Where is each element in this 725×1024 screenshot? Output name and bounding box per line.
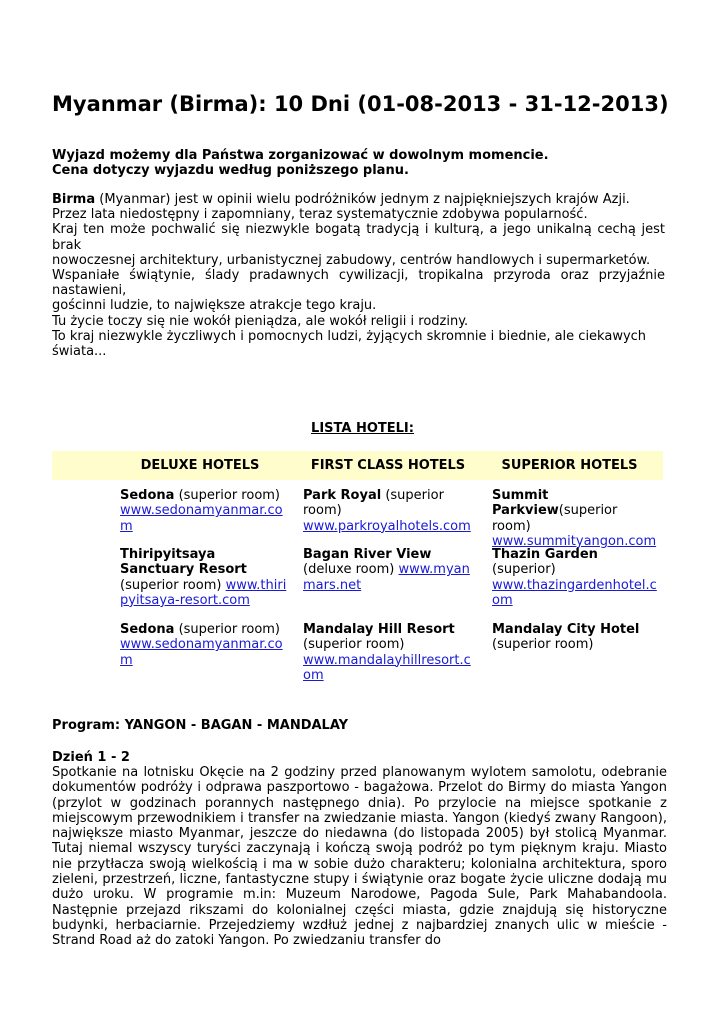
hotel-room-type: (superior room)	[492, 503, 618, 534]
hotel-link[interactable]: www.thazingardenhotel.com	[492, 577, 657, 608]
intro-line-2: Cena dotyczy wyjazdu według poniższego planu.	[52, 163, 409, 178]
hotel-cell	[120, 547, 290, 608]
description-line: nowoczesnej architektury, urbanistycznej zabudowy, centrów handlowych i supermarketów.	[52, 252, 651, 268]
hotel-link[interactable]: www.sedonamyanmar.com	[120, 637, 283, 668]
hotel-cell	[120, 622, 292, 668]
hotel-cell	[492, 488, 658, 549]
description-line: Kraj ten może pochwalić się niezwykle bogatą tradycją i kulturą, a jego unikalną cechą jest brak	[52, 222, 665, 253]
hotel-cell	[303, 622, 473, 683]
program-heading: Program: YANGON - BAGAN - MANDALAY	[52, 718, 349, 733]
hotel-link[interactable]: www.summityangon.com	[492, 533, 657, 549]
page-title: Myanmar (Birma): 10 Dni (01-08-2013 - 31-12-2013)	[52, 92, 669, 116]
hotel-room-type: (superior room)	[174, 488, 281, 503]
hotel-room-type: (deluxe room)	[303, 562, 395, 578]
hotel-name: Mandalay City Hotel	[492, 622, 640, 637]
hotel-link[interactable]: www.parkroyalhotels.com	[303, 518, 471, 534]
hotel-room-type: (superior room)	[174, 622, 281, 637]
description-line: Wspaniałe świątynie, ślady pradawnych cywilizacji, tropikalna przyroda oraz przyjaźnie nastawieni,	[52, 268, 665, 299]
description	[52, 192, 665, 359]
hotel-cell	[303, 488, 479, 534]
hotel-name: Mandalay Hill Resort	[303, 622, 455, 637]
day-heading: Dzień 1 - 2	[52, 750, 130, 765]
hotel-name: Bagan River View	[303, 547, 432, 562]
hotel-name: Sedona	[120, 622, 175, 637]
hotel-cell	[303, 547, 479, 593]
hotel-room-type: (superior)	[492, 562, 556, 578]
hotel-room-type: (superior room)	[120, 577, 222, 593]
description-line	[52, 192, 665, 207]
hotel-name: Thiripyitsaya Sanctuary Resort	[120, 547, 247, 578]
day-description: Spotkanie na lotnisku Okęcie na 2 godziny przed planowanym wylotem samolotu, odebranie dokumentów podróży i odprawa paszportowo - bagażowa. Przelot do Birmy do miasta Yangon (przylot w godzinach porannych następnego dnia). Po przylocie na miejsce spotkanie z miejscowym przewodnikiem i transfer na zwiedzanie miasta. Yangon (kiedyś zwany Rangoon), największe miasto Myanmar, jeszcze do niedawna (do listopada 2005) był stolicą Myanmar. Tutaj niemal wszyscy turyści zaczynają i kończą swoją podróż po tym pięknym kraju. Miasto nie przytłacza swoją wielkością i ma w sobie dużo charakteru; kolonialna architektura, sporo zieleni, przestrzeń, liczne, fantastyczne stupy i świątynie oraz bogate życie uliczne dodają mu dużo uroku. W programie m.in: Muzeum Narodowe, Pagoda Sule, Park Mahabandoola. Następnie przejazd rikszami do kolonialnej części miasta, gdzie znajdują się historyczne budynki, herbaciarnie. Przejedziemy wzdłuż jednej z najbardziej znanych ulic w mieście - Strand Road aż do zatoki Yangon. Po zwiedzaniu transfer do	[52, 765, 667, 949]
column-header-first-class: FIRST CLASS HOTELS	[310, 458, 466, 473]
column-header-superior: SUPERIOR HOTELS	[501, 458, 638, 473]
hotel-cell	[492, 547, 658, 608]
hotel-room-type: (superior room)	[492, 637, 594, 653]
hotel-name: Park Royal	[303, 488, 382, 503]
hotel-room-type: (superior room)	[303, 488, 444, 519]
hotel-link[interactable]: www.mandalayhillresort.com	[303, 652, 471, 683]
hotel-room-type: (superior room)	[303, 637, 405, 653]
hotel-table-header	[52, 451, 663, 480]
birma-bold: Birma	[52, 192, 96, 207]
column-header-deluxe: DELUXE HOTELS	[140, 458, 260, 473]
description-text: (Myanmar) jest w opinii wielu podróżników jednym z najpiękniejszych krajów Azji.	[95, 192, 630, 207]
hotel-cell	[120, 488, 292, 534]
hotel-link[interactable]: www.myanmars.net	[303, 562, 470, 593]
description-line: gościnni ludzie, to największe atrakcje tego kraju.	[52, 298, 377, 314]
intro-block	[52, 148, 668, 178]
hotel-link[interactable]: www.thiripyitsaya-resort.com	[120, 577, 287, 608]
hotel-name: Thazin Garden	[492, 547, 598, 562]
hotels-heading: LISTA HOTELI:	[311, 421, 414, 436]
description-line: Tu życie toczy się nie wokół pieniądza, ale wokół religii i rodziny.	[52, 313, 469, 329]
description-line: Przez lata niedostępny i zapomniany, teraz systematycznie zdobywa popularność.	[52, 207, 588, 223]
intro-line-1: Wyjazd możemy dla Państwa zorganizować w dowolnym momencie.	[52, 148, 549, 163]
hotel-link[interactable]: www.sedonamyanmar.com	[120, 503, 283, 534]
hotel-cell	[492, 622, 658, 653]
description-line: To kraj niezwykle życzliwych i pomocnych ludzi, żyjących skromnie i biednie, ale ciekawych świata...	[52, 328, 647, 360]
hotel-name: Sedona	[120, 488, 175, 503]
hotel-name: Summit Parkview	[492, 488, 559, 519]
